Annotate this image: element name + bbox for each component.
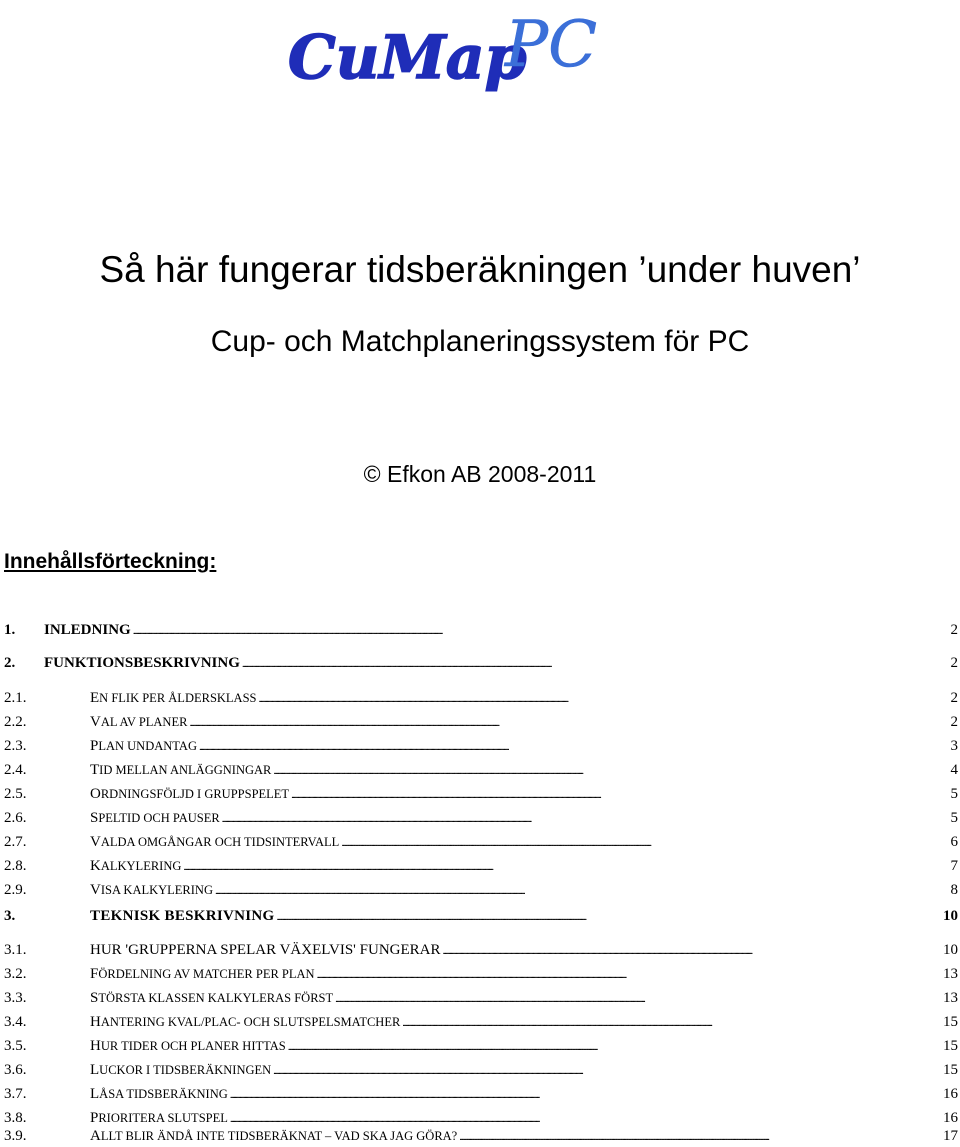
toc-entry-body	[90, 906, 960, 927]
toc-entry-title: EN FLIK PER ÅLDERSKLASS	[90, 688, 256, 708]
toc-entry[interactable]	[4, 832, 960, 852]
toc-dot-leader	[442, 940, 941, 961]
toc-dot-leader	[230, 1084, 941, 1105]
toc-entry-body	[44, 620, 960, 641]
toc-entry-body	[90, 784, 960, 805]
toc-entry-number: 2.4.	[4, 760, 27, 780]
toc-entry-body	[90, 808, 960, 829]
toc-entry-body	[90, 688, 960, 709]
toc-entry-number: 3.9.	[4, 1126, 27, 1146]
toc-entry-page: 13	[943, 988, 960, 1008]
toc-dot-leader	[183, 856, 948, 877]
toc-entry-body	[90, 1084, 960, 1105]
toc-entry-page: 6	[951, 832, 960, 852]
toc-entry-number: 2.5.	[4, 784, 27, 804]
toc-dot-leader	[258, 688, 948, 709]
copyright-notice: © Efkon AB 2008-2011	[0, 458, 960, 490]
toc-entry[interactable]	[4, 1012, 960, 1032]
toc-entry-title: FÖRDELNING AV MATCHER PER PLAN	[90, 964, 315, 984]
toc-entry-title: ORDNINGSFÖLJD I GRUPPSPELET	[90, 784, 289, 804]
toc-entry-body	[90, 856, 960, 877]
toc-entry-number: 2.7.	[4, 832, 27, 852]
toc-entry-page: 5	[951, 784, 960, 804]
toc-entry-title: SPELTID OCH PAUSER	[90, 808, 220, 828]
toc-entry-page: 2	[951, 688, 960, 708]
toc-entry-body	[90, 1012, 960, 1033]
toc-entry-number: 2.8.	[4, 856, 27, 876]
toc-entry-number: 3.1.	[4, 940, 27, 960]
toc-entry-body	[44, 653, 960, 674]
toc-entry[interactable]	[4, 653, 960, 673]
toc-entry-page: 2	[951, 620, 960, 640]
toc-entry[interactable]	[4, 760, 960, 780]
toc-entry-page: 3	[951, 736, 960, 756]
toc-entry-number: 3.2.	[4, 964, 27, 984]
toc-entry-title: LÅSA TIDSBERÄKNING	[90, 1084, 228, 1104]
toc-entry[interactable]	[4, 1108, 960, 1128]
toc-entry-body	[90, 712, 960, 733]
toc-dot-leader	[341, 832, 948, 853]
toc-entry-title: KALKYLERING	[90, 856, 181, 876]
toc-entry-page: 7	[951, 856, 960, 876]
toc-entry-number: 3.6.	[4, 1060, 27, 1080]
toc-entry[interactable]	[4, 1036, 960, 1056]
toc-dot-leader	[317, 964, 941, 985]
toc-entry-page: 15	[943, 1012, 960, 1032]
toc-entry-body	[90, 736, 960, 757]
toc-entry-number: 2.2.	[4, 712, 27, 732]
toc-dot-leader	[189, 712, 948, 733]
toc-entry-title: INLEDNING	[44, 620, 131, 640]
toc-entry-page: 15	[943, 1060, 960, 1080]
toc-entry-page: 2	[951, 653, 960, 673]
toc-entry-body	[90, 988, 960, 1009]
toc-entry-body	[90, 1060, 960, 1081]
toc-entry-title: PRIORITERA SLUTSPEL	[90, 1108, 228, 1128]
toc-heading: Innehållsförteckning:	[4, 548, 216, 576]
toc-entry-title: VALDA OMGÅNGAR OCH TIDSINTERVALL	[90, 832, 339, 852]
toc-entry-page: 16	[943, 1084, 960, 1104]
toc-entry-page: 4	[951, 760, 960, 780]
toc-entry-body	[90, 832, 960, 853]
toc-entry-page: 16	[943, 1108, 960, 1128]
toc-entry-page: 8	[951, 880, 960, 900]
toc-entry-number: 1.	[4, 620, 15, 640]
toc-entry-title: PLAN UNDANTAG	[90, 736, 197, 756]
toc-entry-body	[90, 880, 960, 901]
toc-entry[interactable]	[4, 736, 960, 756]
document-title: Så här fungerar tidsberäkningen ’under huven’	[0, 246, 960, 294]
toc-entry-title: STÖRSTA KLASSEN KALKYLERAS FÖRST	[90, 988, 333, 1008]
toc-entry-body	[90, 964, 960, 985]
toc-entry[interactable]	[4, 712, 960, 732]
toc-entry-title: HUR TIDER OCH PLANER HITTAS	[90, 1036, 286, 1056]
toc-dot-leader	[288, 1036, 941, 1057]
toc-dot-leader	[273, 760, 948, 781]
toc-entry-title: ALLT BLIR ÄNDÅ INTE TIDSBERÄKNAT – VAD SKA JAG GÖRA?	[90, 1126, 457, 1146]
svg-text:PC: PC	[504, 8, 597, 82]
toc-entry-page: 10	[943, 906, 960, 926]
toc-entry-title: VAL AV PLANER	[90, 712, 187, 732]
toc-entry[interactable]	[4, 1126, 960, 1146]
toc-dot-leader	[222, 808, 949, 829]
toc-entry-title: VISA KALKYLERING	[90, 880, 213, 900]
toc-dot-leader	[199, 736, 949, 757]
toc-entry-body	[90, 1126, 960, 1147]
toc-entry[interactable]	[4, 688, 960, 708]
toc-entry[interactable]	[4, 964, 960, 984]
toc-entry-number: 2.1.	[4, 688, 27, 708]
toc-entry-number: 2.	[4, 653, 15, 673]
toc-entry-page: 10	[943, 940, 960, 960]
toc-entry-number: 2.3.	[4, 736, 27, 756]
toc-entry-page: 15	[943, 1036, 960, 1056]
toc-entry-page: 5	[951, 808, 960, 828]
toc-entry-body	[90, 760, 960, 781]
toc-entry-title: FUNKTIONSBESKRIVNING	[44, 653, 240, 673]
toc-entry[interactable]	[4, 784, 960, 804]
toc-entry-page: 13	[943, 964, 960, 984]
toc-dot-leader	[335, 988, 941, 1009]
toc-entry[interactable]	[4, 906, 960, 926]
toc-entry-title: TEKNISK BESKRIVNING	[90, 906, 275, 926]
document-subtitle: Cup- och Matchplaneringssystem för PC	[0, 322, 960, 362]
toc-entry-title: HUR 'GRUPPERNA SPELAR VÄXELVIS' FUNGERAR	[90, 940, 440, 960]
toc-entry-number: 3.5.	[4, 1036, 27, 1056]
toc-entry[interactable]	[4, 1060, 960, 1080]
toc-dot-leader	[402, 1012, 941, 1033]
svg-text:CuMap: CuMap	[288, 23, 527, 93]
toc-entry-title: TID MELLAN ANLÄGGNINGAR	[90, 760, 271, 780]
toc-entry-page: 2	[951, 712, 960, 732]
toc-entry-number: 3.8.	[4, 1108, 27, 1128]
toc-entry[interactable]	[4, 1084, 960, 1104]
toc-entry[interactable]	[4, 940, 960, 960]
toc-dot-leader	[133, 620, 949, 641]
toc-entry-number: 3.7.	[4, 1084, 27, 1104]
toc-dot-leader	[277, 906, 941, 927]
toc-dot-leader	[459, 1126, 941, 1147]
toc-dot-leader	[273, 1060, 941, 1081]
toc-entry-number: 3.3.	[4, 988, 27, 1008]
toc-entry-title: LUCKOR I TIDSBERÄKNINGEN	[90, 1060, 271, 1080]
toc-entry-number: 2.6.	[4, 808, 27, 828]
toc-entry-number: 3.	[4, 906, 15, 926]
toc-entry-body	[90, 940, 960, 961]
toc-entry-number: 3.4.	[4, 1012, 27, 1032]
toc-entry[interactable]	[4, 988, 960, 1008]
toc-dot-leader	[215, 880, 949, 901]
toc-entry[interactable]	[4, 880, 960, 900]
toc-entry-body	[90, 1036, 960, 1057]
toc-dot-leader	[242, 653, 949, 674]
toc-entry[interactable]	[4, 808, 960, 828]
toc-entry[interactable]	[4, 856, 960, 876]
toc-dot-leader	[291, 784, 948, 805]
toc-entry-title: HANTERING KVAL/PLAC- OCH SLUTSPELSMATCHER	[90, 1012, 400, 1032]
toc-entry-number: 2.9.	[4, 880, 27, 900]
toc-entry-page: 17	[943, 1126, 960, 1146]
toc-entry[interactable]	[4, 620, 960, 640]
